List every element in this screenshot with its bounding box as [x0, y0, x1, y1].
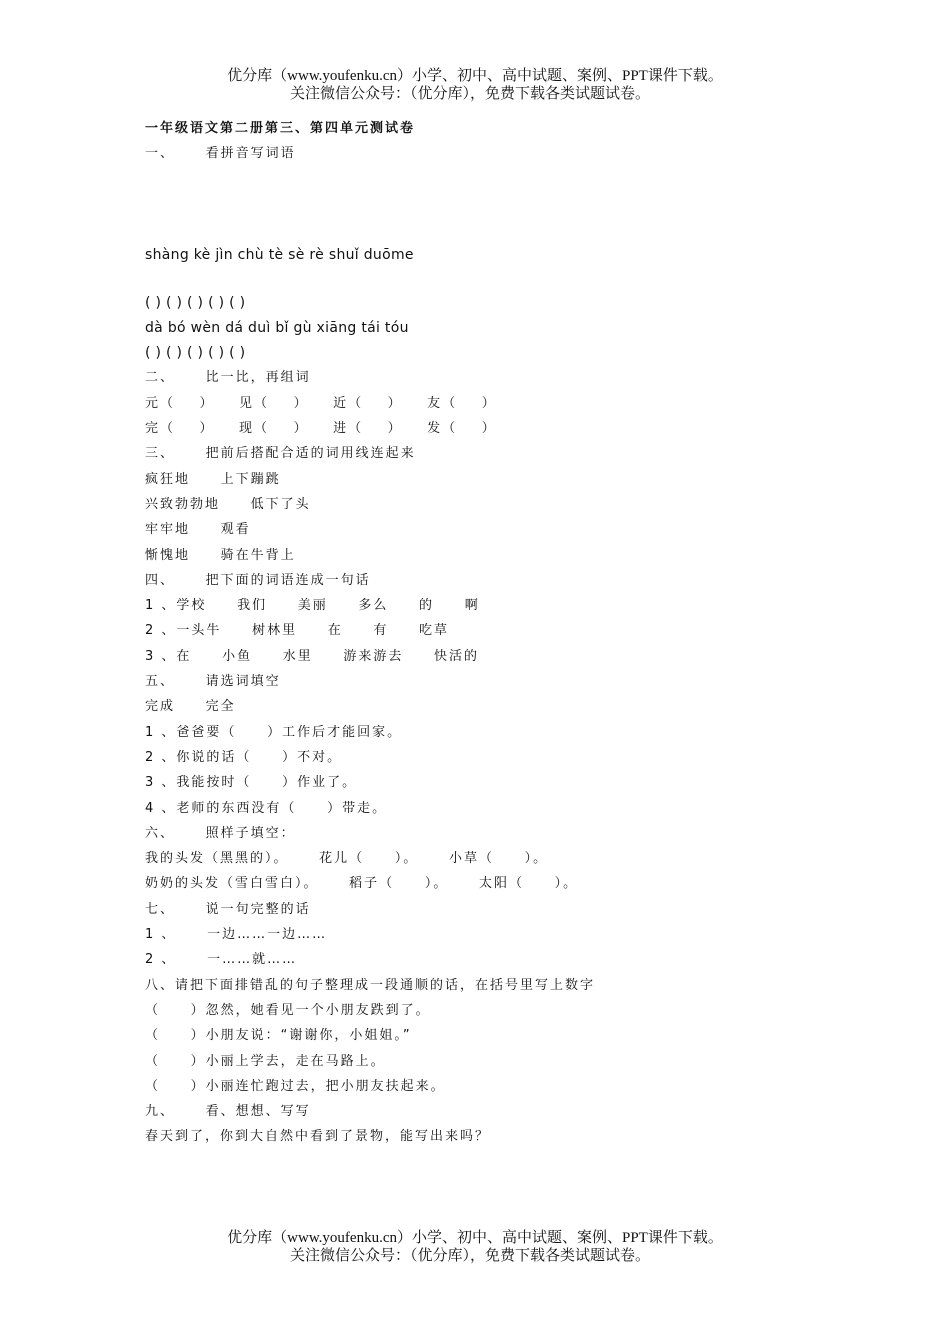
header-line-1: 优分库（www.youfenku.cn）小学、初中、高中试题、案例、PPT课件下载。	[227, 68, 723, 84]
answer-blanks-row-2: ( ) ( ) ( ) ( ) ( )	[145, 345, 246, 362]
page-header	[0, 67, 950, 103]
answer-blanks-row-1: ( ) ( ) ( ) ( ) ( )	[145, 294, 246, 311]
fill-blank-line: 3 、我能按时（ ）作业了。	[145, 775, 358, 791]
compare-row-1: 元（ ） 见（ ） 近（ ） 友（ ）	[145, 395, 497, 411]
sentence-words-line: 2 、一头牛 树林里 在 有 吃草	[145, 623, 450, 639]
compare-row-2: 完（ ） 现（ ） 进（ ） 发（ ）	[145, 421, 497, 437]
section-6-heading: 六、 照样子填空：	[145, 825, 296, 841]
writing-prompt: 春天到了，你到大自然中看到了景物，能写出来吗？	[145, 1129, 491, 1145]
ordering-line: （ ）忽然，她看见一个小朋友跌到了。	[145, 1002, 431, 1018]
word-choices: 完成 完全	[145, 699, 236, 715]
ordering-line: （ ）小丽连忙跑过去，把小朋友扶起来。	[145, 1078, 446, 1094]
section-2-heading: 二、 比一比，再组词	[145, 370, 311, 386]
match-line: 惭愧地 骑在牛背上	[145, 547, 296, 563]
ordering-line: （ ）小朋友说：“谢谢你，小姐姐。”	[145, 1028, 412, 1044]
section-7-heading: 七、 说一句完整的话	[145, 901, 311, 917]
match-line: 兴致勃勃地 低下了头	[145, 496, 311, 512]
pinyin-row-2: dà bó wèn dá duì bǐ gù xiāng tái tóu	[145, 319, 409, 336]
pinyin-row-1: shàng kè jìn chù tè sè rè shuǐ duōme	[145, 247, 414, 264]
section-4-heading: 四、 把下面的词语连成一句话	[145, 572, 371, 588]
blank-space	[145, 271, 845, 293]
section-1-heading: 一、 看拼音写词语	[145, 146, 296, 161]
pattern-line: 我的头发（黑黑的）。 花儿（ ）。 小草（ ）。	[145, 851, 549, 867]
match-line: 牢牢地 观看	[145, 522, 251, 538]
footer-line-1: 优分库（www.youfenku.cn）小学、初中、高中试题、案例、PPT课件下载。	[227, 1230, 723, 1246]
fill-blank-line: 1 、爸爸要（ ）工作后才能回家。	[145, 724, 403, 740]
sentence-prompt-line: 1 、 一边……一边……	[145, 927, 328, 943]
sentence-prompt-line: 2 、 一……就……	[145, 952, 298, 968]
section-3-heading: 三、 把前后搭配合适的词用线连起来	[145, 446, 416, 462]
exam-title: 一年级语文第二册第三、第四单元测试卷	[145, 121, 416, 136]
blank-space	[145, 169, 845, 245]
page-footer	[0, 1229, 950, 1265]
sentence-words-line: 3 、在 小鱼 水里 游来游去 快活的	[145, 648, 480, 664]
sentence-words-line: 1 、学校 我们 美丽 多么 的 啊	[145, 598, 480, 614]
fill-blank-line: 4 、老师的东西没有（ ）带走。	[145, 800, 388, 816]
ordering-line: （ ）小丽上学去，走在马路上。	[145, 1053, 386, 1069]
fill-blank-line: 2 、你说的话（ ）不对。	[145, 749, 343, 765]
pattern-line: 奶奶的头发（雪白雪白）。 稻子（ ）。 太阳（ ）。	[145, 876, 579, 892]
exam-content	[145, 119, 845, 1153]
footer-line-2: 关注微信公众号：（优分库），免费下载各类试题试卷。	[289, 1248, 650, 1264]
match-line: 疯狂地 上下蹦跳	[145, 471, 281, 487]
section-8-heading: 八、请把下面排错乱的句子整理成一段通顺的话，在括号里写上数字	[145, 977, 596, 993]
section-9-heading: 九、 看、想想、写写	[145, 1104, 311, 1120]
section-5-heading: 五、 请选词填空	[145, 674, 281, 690]
header-line-2: 关注微信公众号：（优分库），免费下载各类试题试卷。	[289, 86, 650, 102]
